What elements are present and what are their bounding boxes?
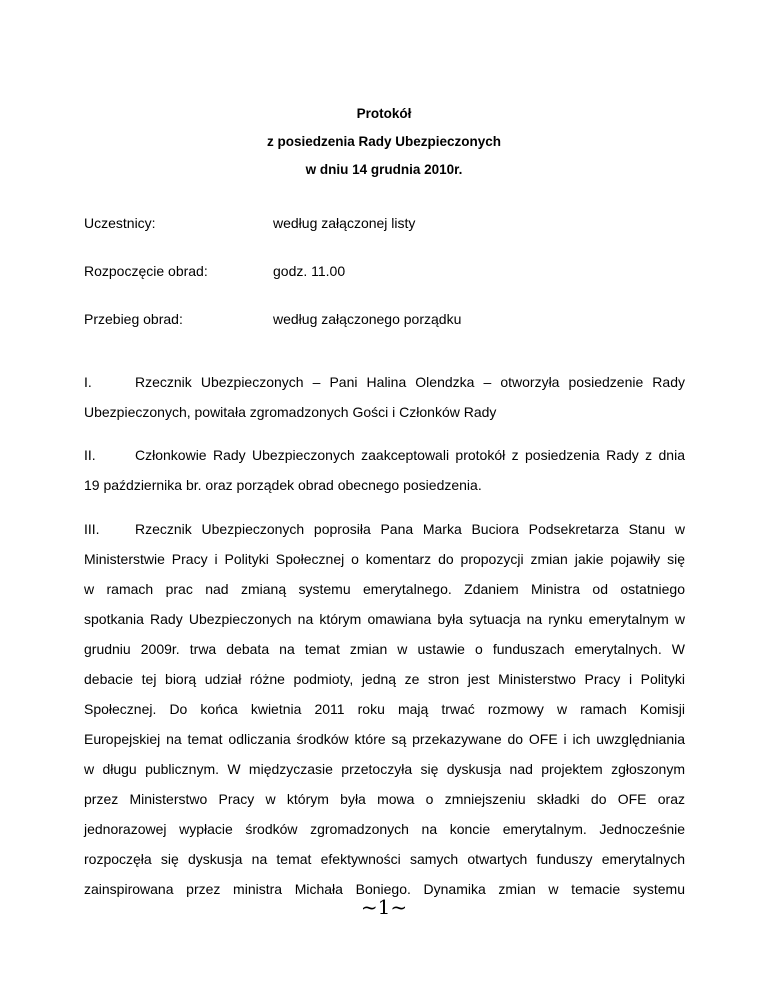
section-numeral: I. [84, 374, 92, 390]
section-line [84, 514, 685, 544]
section-text: Rzecznik Ubezpieczonych – Pani Halina Olendzka – otworzyła posiedzenie Rady [135, 374, 685, 390]
section-numeral: II. [84, 447, 96, 463]
start-value: godz. 11.00 [273, 263, 346, 279]
section-line: rozpoczęła się dyskusja na temat efektywności samych otwartych funduszy emerytalnych [84, 851, 685, 867]
section-line: debacie tej biorą udział różne podmioty, jedną ze stron jest Ministerstwo Pracy i Polityki [84, 671, 685, 687]
agenda-value: według załączonego porządku [273, 311, 462, 327]
document-subtitle: z posiedzenia Rady Ubezpieczonych [266, 134, 502, 149]
section-1 [84, 367, 685, 427]
section-line: Ubezpieczonych, powitała zgromadzonych Gości i Członków Rady [84, 404, 497, 420]
section-line: zainspirowana przez ministra Michała Boniego. Dynamika zmian w temacie systemu [84, 881, 685, 897]
section-text: Rzecznik Ubezpieczonych poprosiła Pana Marka Buciora Podsekretarza Stanu w [135, 521, 685, 537]
section-line [84, 367, 685, 397]
section-line [84, 440, 685, 470]
section-line: w długu publicznym. W międzyczasie przetoczyła się dyskusja nad projektem zgłoszonym [84, 761, 685, 777]
section-line: jednorazowej wypłacie środków zgromadzonych na koncie emerytalnym. Jednocześnie [84, 821, 685, 837]
section-line: 19 października br. oraz porządek obrad obecnego posiedzenia. [84, 477, 482, 493]
section-line: przez Ministerstwo Pracy w którym była mowa o zmniejszeniu składki do OFE oraz [84, 791, 685, 807]
start-label: Rozpoczęcie obrad: [84, 263, 208, 279]
section-line: Społecznej. Do końca kwietnia 2011 roku mają trwać rozmowy w ramach Komisji [84, 701, 685, 717]
document-title: Protokół [356, 106, 412, 121]
section-line: spotkania Rady Ubezpieczonych na którym omawiana była sytuacja na rynku emerytalnym w [84, 611, 685, 627]
page-number: ~1~ [360, 895, 408, 919]
agenda-label: Przebieg obrad: [84, 311, 183, 327]
section-numeral: III. [84, 521, 100, 537]
section-line: w ramach prac nad zmianą systemu emerytalnego. Zdaniem Ministra od ostatniego [84, 581, 685, 597]
section-line: Ministerstwie Pracy i Polityki Społecznej o komentarz do propozycji zmian jakie pojawiły się [84, 551, 685, 567]
section-2 [84, 440, 685, 500]
section-line: Europejskiej na temat odliczania środków które są przekazywane do OFE i ich uwzględniania [84, 731, 685, 747]
participants-value: według załączonej listy [273, 215, 416, 231]
document-date: w dniu 14 grudnia 2010r. [305, 162, 463, 177]
participants-label: Uczestnicy: [84, 215, 156, 231]
section-line: grudniu 2009r. trwa debata na temat zmian w ustawie o funduszach emerytalnych. W [84, 641, 685, 657]
section-3 [84, 514, 685, 904]
section-text: Członkowie Rady Ubezpieczonych zaakceptowali protokół z posiedzenia Rady z dnia [135, 447, 685, 463]
